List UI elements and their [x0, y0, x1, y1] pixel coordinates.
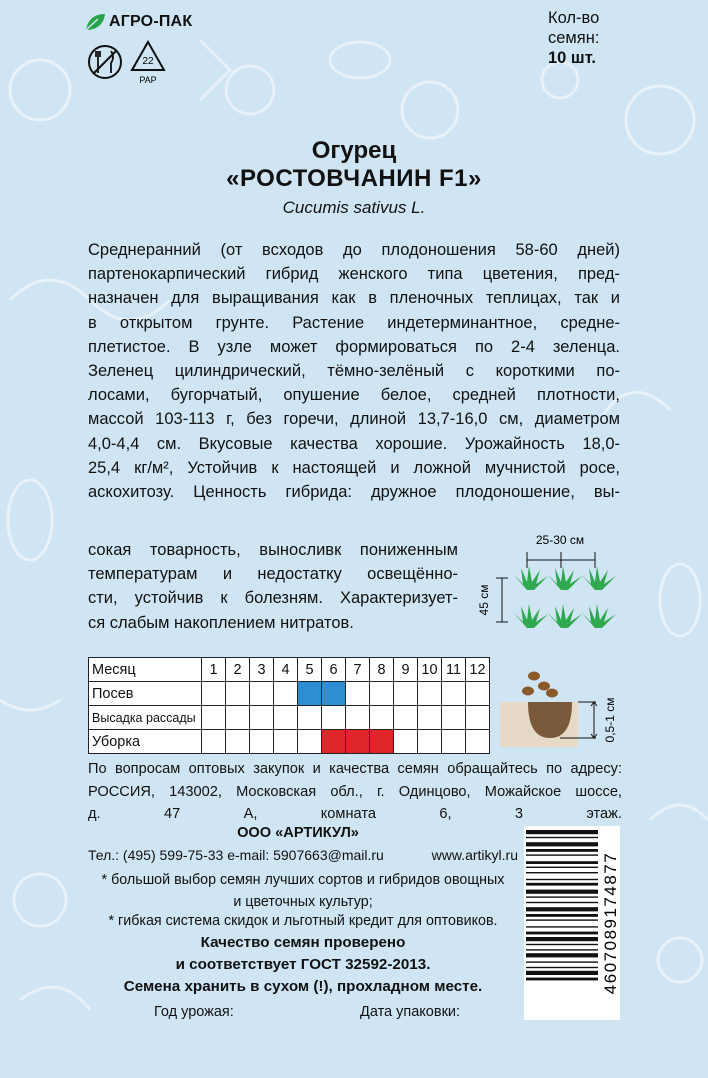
- description-line: аскохитозу. Ценность гибрида: дружное плодоношение, вы-: [88, 483, 620, 502]
- quantity-value: 10 шт.: [548, 49, 596, 67]
- description-line: лосами, бугорчатый, опушение белое, средней плотности,: [88, 386, 620, 405]
- month-cell: 7: [346, 658, 370, 682]
- month-cell: 1: [202, 658, 226, 682]
- contact-line: РОССИЯ, 143002, Московская обл., г. Одинцово, Можайское шоссе,: [88, 783, 622, 800]
- description-line: 25,4 кг/м², Устойчив к настоящей и ложной мучнистой росе,: [88, 458, 620, 477]
- calendar-header-row: [89, 658, 490, 682]
- month-cell: 4: [274, 658, 298, 682]
- calendar-cell: [466, 682, 490, 706]
- month-cell: 5: [298, 658, 322, 682]
- calendar-cell: [442, 682, 466, 706]
- description-line: 4,0-4,4 см. Вкусовые качества хорошие. Урожайность 18,0-: [88, 434, 620, 453]
- calendar-row-transplant: [89, 706, 490, 730]
- description-line: Зеленец цилиндрический, тёмно-зелёный с короткими по-: [88, 362, 620, 381]
- sprout-icon: [581, 566, 616, 590]
- calendar-cell: [418, 730, 442, 754]
- description-line: массой 103-113 г, без горечи, длиной 13,7-16,0 см, диаметром: [88, 410, 620, 429]
- calendar-row-harvest: [89, 730, 490, 754]
- latin-name: Cucumis sativus L.: [282, 198, 426, 217]
- calendar-cell: [202, 706, 226, 730]
- calendar-cell: [466, 730, 490, 754]
- calendar-cell: [418, 682, 442, 706]
- row-label: Посев: [89, 682, 202, 706]
- description-line: сти, устойчив к болезням. Характеризует-: [88, 589, 458, 608]
- calendar-cell: [226, 730, 250, 754]
- calendar-cell: [394, 706, 418, 730]
- bullet-assortment: [88, 870, 518, 913]
- crop-name: Огурец: [311, 137, 397, 164]
- calendar-cell: [418, 706, 442, 730]
- month-cell: 9: [394, 658, 418, 682]
- brand-logo: [84, 10, 192, 34]
- brand-name: АГРО-ПАК: [109, 13, 193, 30]
- calendar-cell: [202, 730, 226, 754]
- row-label: Уборка: [89, 730, 202, 754]
- month-label: Месяц: [89, 658, 202, 682]
- sprout-icon: [513, 604, 548, 628]
- calendar-cell: [370, 706, 394, 730]
- month-cell: 3: [250, 658, 274, 682]
- calendar-cell: [394, 730, 418, 754]
- company-name: ООО «АРТИКУЛ»: [237, 825, 359, 841]
- contact-address: [88, 758, 622, 826]
- calendar-cell: [298, 730, 322, 754]
- barcode: [524, 826, 620, 1020]
- calendar-row-sowing: [89, 682, 490, 706]
- seed-quantity: [548, 8, 668, 68]
- description-line: Среднеранний (от всходов до плодоношения 58-60 дней): [88, 241, 620, 259]
- contact-line: д. 47 А, комната 6, 3 этаж.: [88, 806, 622, 822]
- quantity-label-line2: семян:: [548, 29, 600, 47]
- phone-email: Тел.: (495) 599-75-33 e-mail: 5907663@mail.ru: [88, 847, 384, 863]
- bullet-discounts: * гибкая система скидок и льготный кредит для оптовиков.: [108, 913, 498, 929]
- variety-name: «РОСТОВЧАНИН F1»: [226, 165, 482, 192]
- quantity-label-line1: Кол-во: [548, 9, 600, 27]
- row-label: Высадка рассады: [89, 706, 202, 730]
- calendar-cell: [250, 706, 274, 730]
- calendar-cell: [322, 706, 346, 730]
- month-cell: 2: [226, 658, 250, 682]
- contact-phone-row: [88, 847, 518, 863]
- calendar-cell: [226, 682, 250, 706]
- storage-instruction: Семена хранить в сухом (!), прохладном месте.: [123, 978, 483, 995]
- quality-line: и соответствует ГОСТ 32592-2013.: [175, 956, 431, 973]
- calendar-cell: [202, 682, 226, 706]
- calendar-cell: [346, 682, 370, 706]
- description-line: плетистое. В узле может формироваться по 2-4 зеленца.: [88, 337, 620, 356]
- calendar-cell: [442, 706, 466, 730]
- sprout-icon: [581, 604, 616, 628]
- calendar-cell: [322, 730, 346, 754]
- leaf-icon: [84, 12, 106, 32]
- description-line: сокая товарность, выносливк пониженным: [88, 541, 458, 559]
- row-spacing-label: 25-30 см: [535, 533, 585, 547]
- sowing-depth-label: 0,5-1 см: [603, 697, 617, 743]
- description-line: ся слабым накоплением нитратов.: [88, 613, 354, 632]
- planting-scheme: [470, 530, 620, 650]
- plant-spacing-label: 45 см: [477, 584, 491, 616]
- recycle-number: 22: [142, 56, 154, 67]
- month-cell: 10: [418, 658, 442, 682]
- description: [88, 238, 620, 504]
- calendar-cell: [226, 706, 250, 730]
- month-cell: 11: [442, 658, 466, 682]
- description-line: назначен для выращивания как в пленочных теплицах, так и: [88, 289, 620, 308]
- website-link[interactable]: www.artikyl.ru: [431, 847, 518, 863]
- contact-line: По вопросам оптовых закупок и качества семян обращайтесь по адресу:: [88, 761, 622, 777]
- calendar-cell: [298, 682, 322, 706]
- calendar-cell: [298, 706, 322, 730]
- calendar-cell: [250, 682, 274, 706]
- month-cell: 12: [466, 658, 490, 682]
- calendar-cell: [370, 682, 394, 706]
- month-cell: 8: [370, 658, 394, 682]
- quality-line: Качество семян проверено: [200, 934, 406, 951]
- calendar-cell: [346, 730, 370, 754]
- sprout-icon: [547, 604, 582, 628]
- month-cell: 6: [322, 658, 346, 682]
- calendar-cell: [322, 682, 346, 706]
- harvest-year-label: Год урожая:: [154, 1004, 234, 1020]
- calendar-cell: [250, 730, 274, 754]
- sprout-icon: [513, 566, 548, 590]
- description-line: в открытом грунте. Растение индетерминантное, средне-: [88, 313, 620, 332]
- calendar-cell: [394, 682, 418, 706]
- calendar-cell: [466, 706, 490, 730]
- description-continued: [88, 538, 458, 635]
- calendar-cell: [370, 730, 394, 754]
- calendar-cell: [442, 730, 466, 754]
- sowing-depth-diagram: [498, 662, 628, 757]
- bullet-line: и цветочных культур;: [233, 893, 373, 910]
- calendar-cell: [274, 730, 298, 754]
- description-line: температурам и недостатку освещённо-: [88, 565, 458, 584]
- recycle-code: PAP: [139, 75, 157, 85]
- sowing-calendar: [88, 657, 490, 754]
- description-line: партенокарпический гибрид женского типа цветения, пред-: [88, 265, 620, 284]
- recycle-icon: [126, 38, 170, 86]
- sprout-icon: [547, 566, 582, 590]
- calendar-cell: [274, 706, 298, 730]
- not-for-food-icon: [86, 42, 124, 82]
- calendar-cell: [274, 682, 298, 706]
- calendar-cell: [346, 706, 370, 730]
- pack-date-label: Дата упаковки:: [360, 1004, 461, 1020]
- bullet-line: * большой выбор семян лучших сортов и гибридов овощных: [101, 872, 505, 888]
- barcode-number: 4607089174877: [601, 851, 620, 995]
